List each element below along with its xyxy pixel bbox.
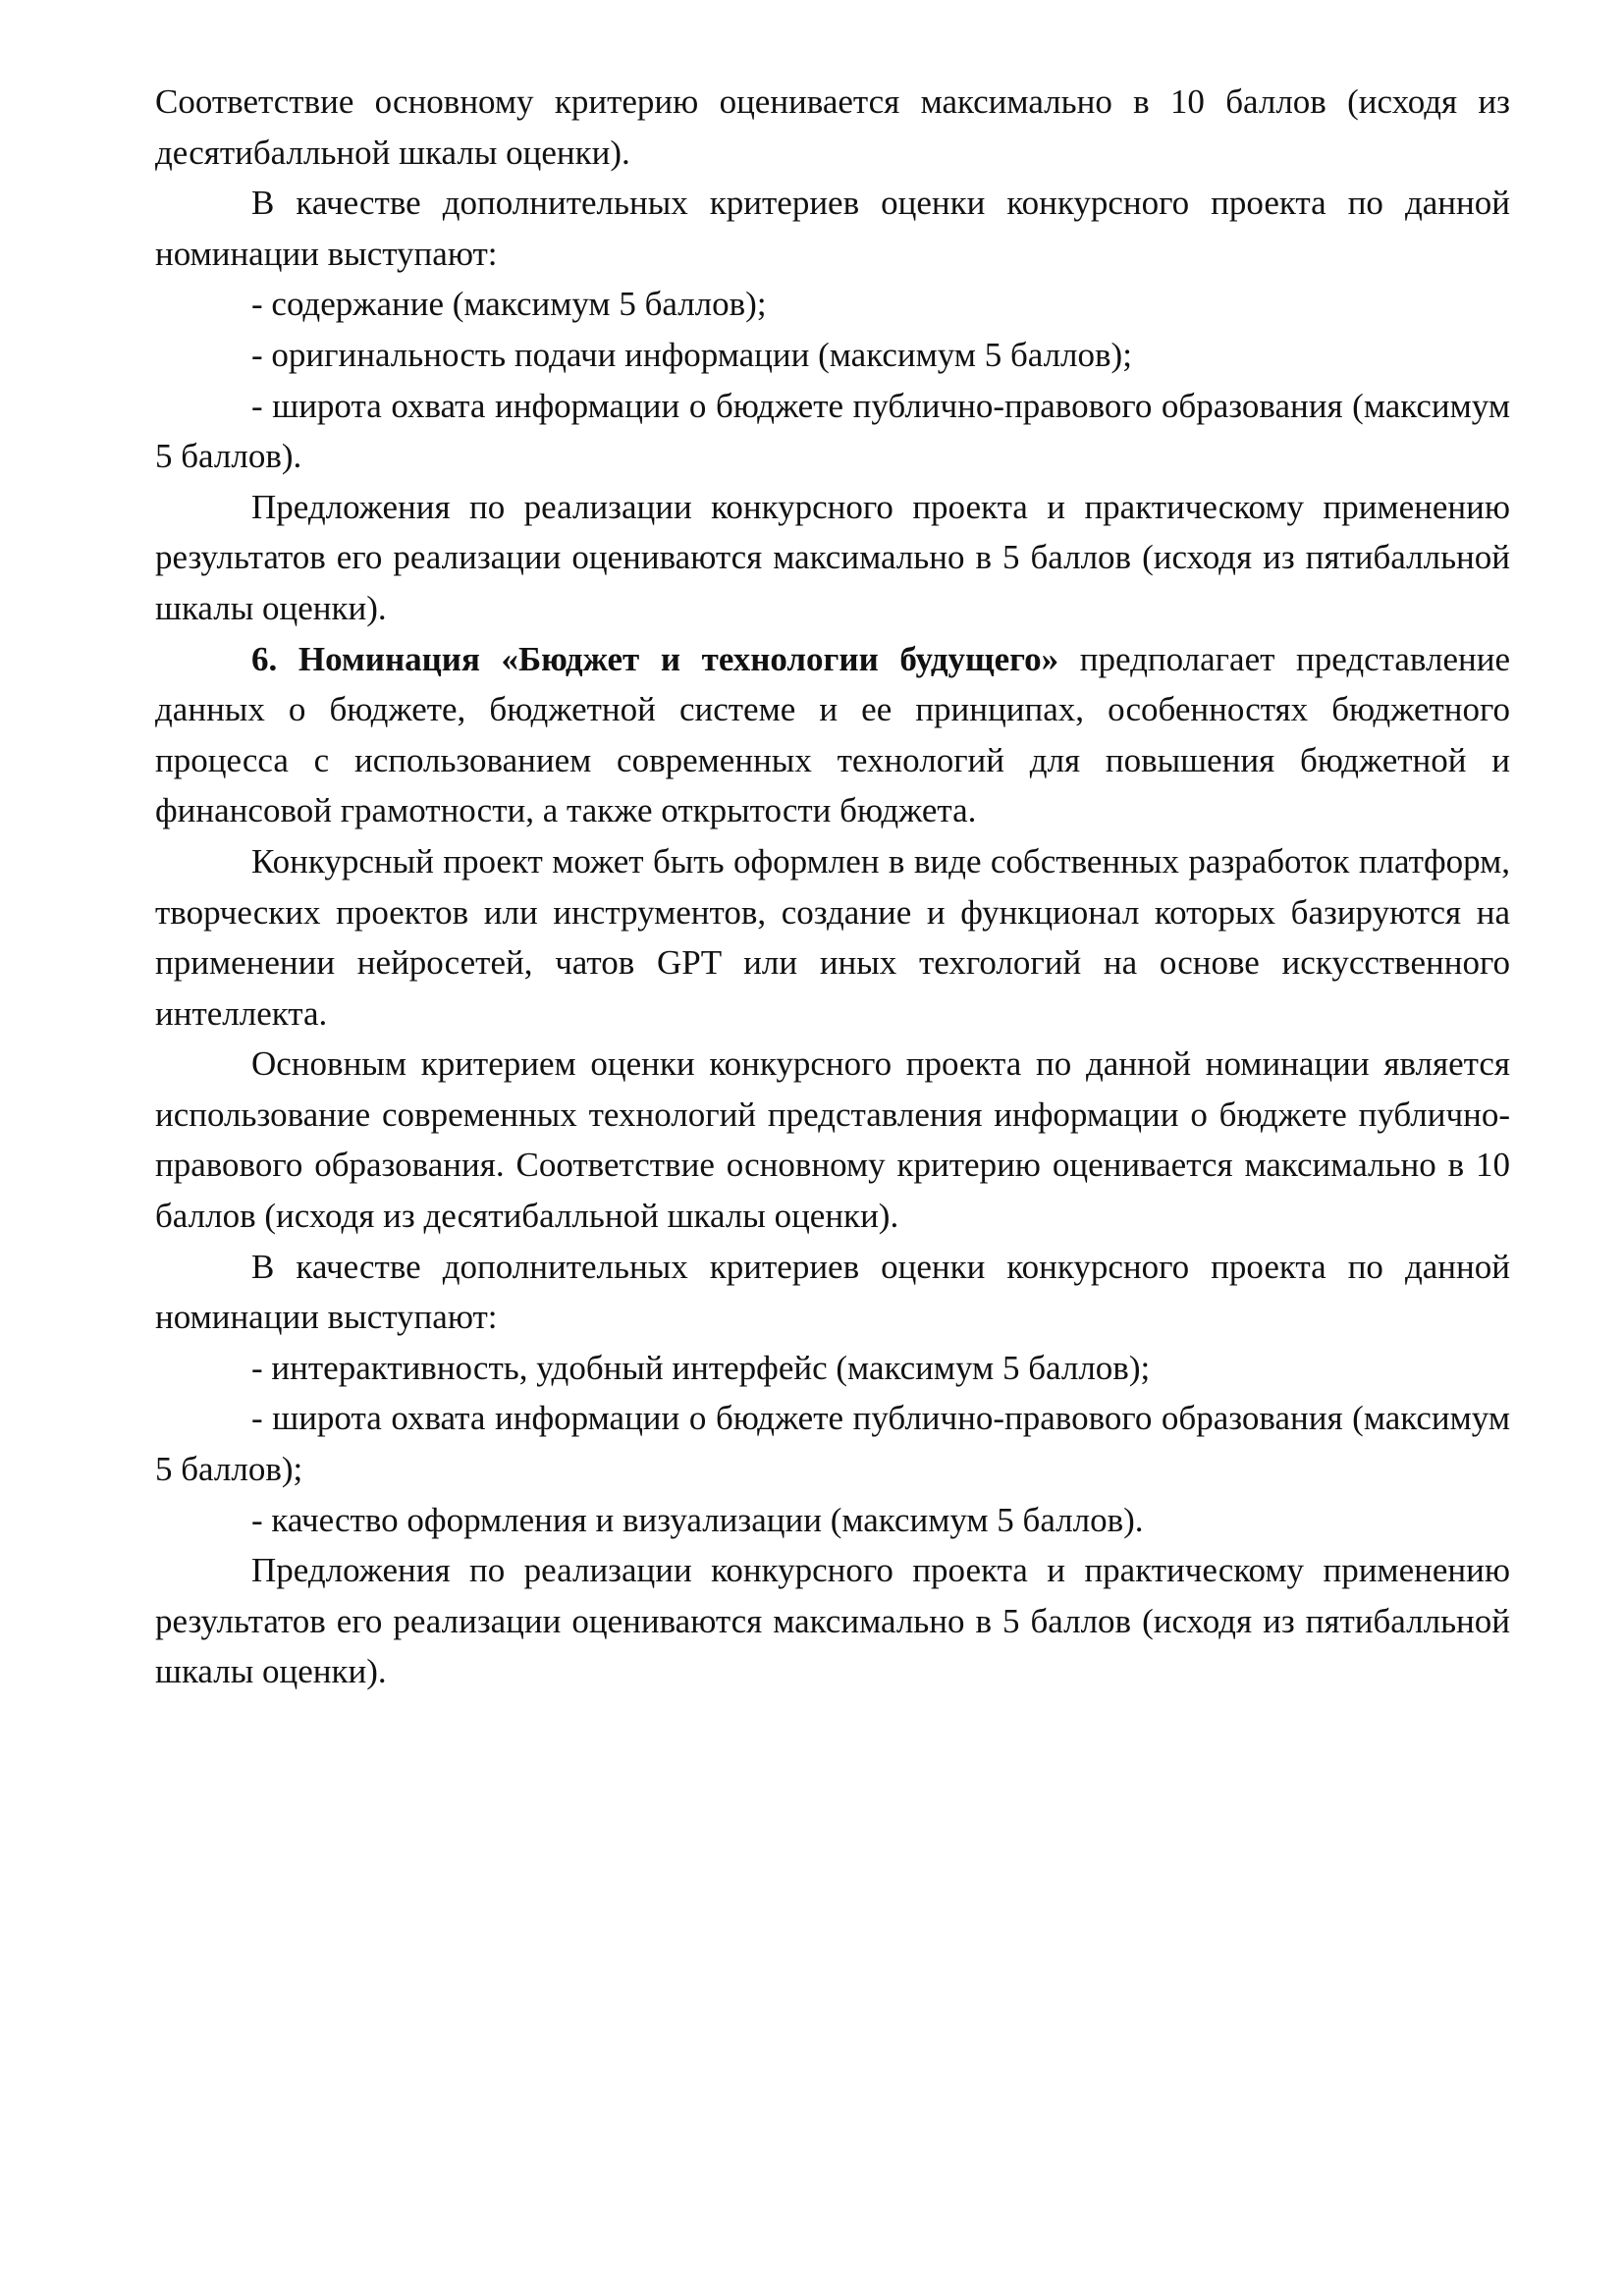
paragraph-criterion-score: Соответствие основному критерию оценивается максимально в 10 баллов (исходя из десятибалльной шкалы оценки).: [155, 82, 1510, 172]
list-item-interactivity: - интерактивность, удобный интерфейс (максимум 5 баллов);: [251, 1348, 1151, 1387]
document-page: [155, 77, 1510, 1697]
nomination-6-heading: 6. Номинация «Бюджет и технологии будущего»: [251, 639, 1059, 678]
paragraph-proposals: Предложения по реализации конкурсного проекта и практическому применению результатов его реализации оцениваются максимально в 5 баллов (исходя из пятибалльной шкалы оценки).: [155, 487, 1510, 627]
list-item-coverage-2: - широта охвата информации о бюджете публично-правового образования (максимум 5 баллов);: [155, 1399, 1510, 1489]
paragraph-additional-criteria-intro: В качестве дополнительных критериев оценки конкурсного проекта по данной номинации выступают:: [155, 184, 1510, 273]
nomination-6-description: предполагает представление данных о бюджете, бюджетной системе и ее принципах, особенностях бюджетного процесса с использованием современных технологий для повышения бюджетной и финансовой грамотности, а также открытости бюджета.: [155, 639, 1510, 830]
list-item-originality: - оригинальность подачи информации (максимум 5 баллов);: [251, 335, 1132, 374]
list-item-design-quality: - качество оформления и визуализации (максимум 5 баллов).: [251, 1500, 1144, 1539]
paragraph-main-criterion: Основным критерием оценки конкурсного проекта по данной номинации является использование современных технологий представления информации о бюджете публично-правового образования. Соответствие основному критерию оценивается максимально в 10 баллов (исходя из десятибалльной шкалы оценки).: [155, 1044, 1510, 1236]
paragraph-project-format: Конкурсный проект может быть оформлен в виде собственных разработок платформ, творческих проектов или инструментов, создание и функционал которых базируются на применении нейросетей, чатов GPT или иных техгологий на основе искусственного интеллекта.: [155, 841, 1510, 1033]
paragraph-nomination-6: [155, 634, 1510, 836]
list-item-coverage: - широта охвата информации о бюджете публично-правового образования (максимум 5 баллов).: [155, 386, 1510, 476]
paragraph-proposals-2: Предложения по реализации конкурсного проекта и практическому применению результатов его реализации оцениваются максимально в 5 баллов (исходя из пятибалльной шкалы оценки).: [155, 1551, 1510, 1691]
list-item-content: - содержание (максимум 5 баллов);: [251, 285, 767, 324]
paragraph-additional-criteria-intro-2: В качестве дополнительных критериев оценки конкурсного проекта по данной номинации выступают:: [155, 1247, 1510, 1337]
